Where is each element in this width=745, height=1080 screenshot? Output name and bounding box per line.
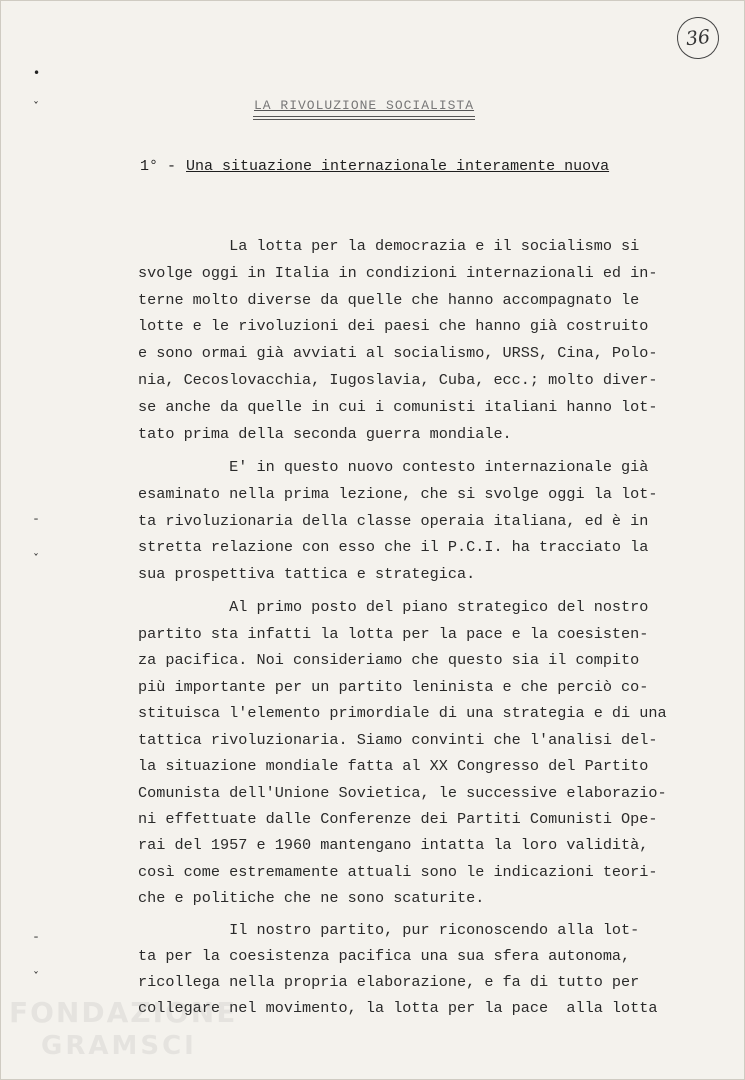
- text-line: nia, Cecoslovacchia, Iugoslavia, Cuba, ecc.; molto diver-: [138, 371, 658, 389]
- text-line: tattica rivoluzionaria. Siamo convinti che l'analisi del-: [138, 731, 658, 749]
- watermark-line2: GRAMSCI: [41, 1031, 197, 1061]
- text-line: Comunista dell'Unione Sovietica, le successive elaborazio-: [138, 784, 667, 802]
- section-number: 1° -: [140, 158, 177, 175]
- text-line: collegare nel movimento, la lotta per la pace alla lotta: [138, 999, 658, 1017]
- page-number-text: 36: [684, 25, 712, 51]
- text-line: Il nostro partito, pur riconoscendo alla lot-: [138, 921, 640, 939]
- page-number-circle: [675, 15, 721, 61]
- text-line: sua prospettiva tattica e strategica.: [138, 565, 476, 583]
- text-line: svolge oggi in Italia in condizioni internazionali ed in-: [138, 264, 658, 282]
- section-heading: [140, 158, 609, 175]
- text-line: Al primo posto del piano strategico del nostro: [138, 598, 649, 616]
- title-underline: [253, 116, 475, 117]
- text-line: più importante per un partito leninista e che perciò co-: [138, 678, 649, 696]
- text-line: La lotta per la democrazia e il socialismo si: [138, 237, 640, 255]
- text-line: tato prima della seconda guerra mondiale.: [138, 425, 512, 443]
- text-line: ni effettuate dalle Conferenze dei Partiti Comunisti Ope-: [138, 810, 658, 828]
- margin-mark: ˉ: [33, 935, 39, 949]
- text-line: esaminato nella prima lezione, che si svolge oggi la lot-: [138, 485, 658, 503]
- margin-mark: ˉ: [33, 517, 39, 531]
- text-line: la situazione mondiale fatta al XX Congresso del Partito: [138, 757, 649, 775]
- text-line: se anche da quelle in cui i comunisti italiani hanno lot-: [138, 398, 658, 416]
- document-title: LA RIVOLUZIONE SOCIALISTA: [254, 98, 475, 113]
- title-underline-double: [253, 119, 475, 120]
- margin-mark: ˇ: [33, 970, 39, 984]
- text-line: E' in questo nuovo contesto internazionale già: [138, 458, 649, 476]
- margin-mark: ˇ: [33, 100, 39, 114]
- text-line: partito sta infatti la lotta per la pace e la coesisten-: [138, 625, 649, 643]
- text-line: rai del 1957 e 1960 mantengano intatta la loro validità,: [138, 836, 649, 854]
- text-line: stituisca l'elemento primordiale di una strategia e di una: [138, 704, 667, 722]
- margin-mark: ˇ: [33, 552, 39, 566]
- text-line: terne molto diverse da quelle che hanno accompagnato le: [138, 291, 640, 309]
- text-line: così come estremamente attuali sono le indicazioni teori-: [138, 863, 658, 881]
- text-line: za pacifica. Noi consideriamo che questo sia il compito: [138, 651, 640, 669]
- margin-mark: •: [33, 66, 41, 80]
- text-line: che e politiche che ne sono scaturite.: [138, 889, 485, 907]
- text-line: ta rivoluzionaria della classe operaia italiana, ed è in: [138, 512, 649, 530]
- section-heading-text: Una situazione internazionale interamente nuova: [186, 158, 610, 175]
- watermark-line1: FONDAZIONE: [9, 996, 238, 1029]
- text-line: ricollega nella propria elaborazione, e fa di tutto per: [138, 973, 640, 991]
- text-line: stretta relazione con esso che il P.C.I. ha tracciato la: [138, 538, 649, 556]
- text-line: ta per la coesistenza pacifica una sua sfera autonoma,: [138, 947, 631, 965]
- text-line: e sono ormai già avviati al socialismo, URSS, Cina, Polo-: [138, 344, 658, 362]
- text-line: lotte e le rivoluzioni dei paesi che hanno già costruito: [138, 317, 649, 335]
